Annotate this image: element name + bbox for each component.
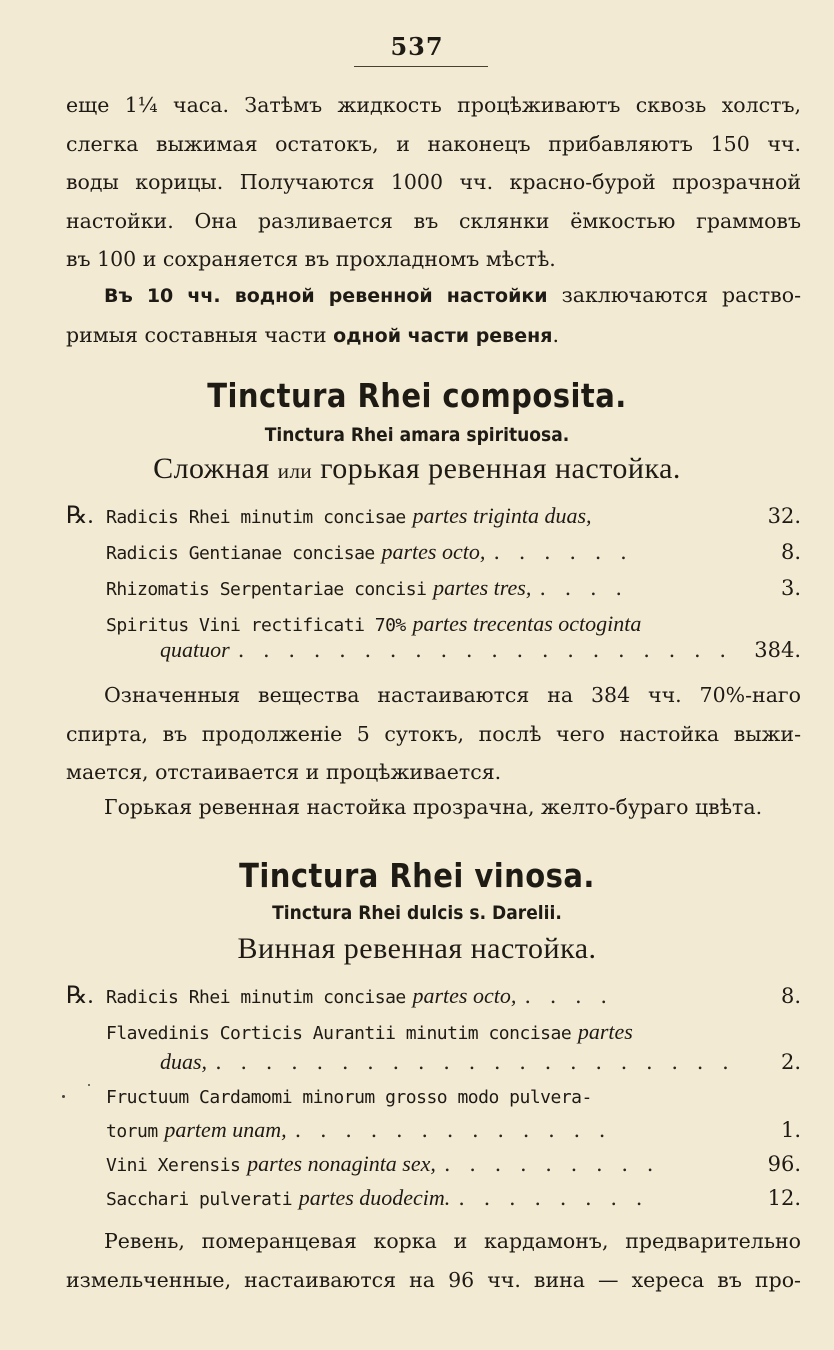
recipe-row [66, 1180, 801, 1216]
text-span: римыя составныя части [66, 322, 334, 347]
text-line: еще 1¼ часа. Затѣмъ жидкость процѣживаютъ сквозь холстъ, [66, 93, 801, 117]
section-subtitle: Tinctura Rhei dulcis s. Darelii. [272, 902, 562, 924]
quantity: partes tres, [433, 575, 532, 600]
section-subtitle: Tinctura Rhei amara spirituosa. [264, 424, 570, 446]
recipe-row [66, 1044, 801, 1080]
quantity: quatuor [160, 637, 230, 662]
text-line: въ 100 и сохраняется въ прохладномъ мѣстѣ. [66, 247, 556, 271]
recipe-symbol: ℞. [66, 983, 94, 1009]
title-part: Сложная [153, 452, 270, 485]
quantity: partes octo, [381, 539, 486, 564]
amount: 12. [767, 1186, 801, 1210]
text-line [66, 316, 801, 356]
ingredient: Spiritus Vini rectificati 70% [106, 615, 406, 636]
recipe-row [66, 570, 801, 606]
text-line: слегка выжимая остатокъ, и наконецъ прибавляютъ 150 чч. [66, 131, 801, 156]
page-number-rule [354, 66, 488, 67]
text-line [66, 276, 801, 316]
amount: 32. [767, 504, 801, 528]
amount: 96. [767, 1152, 801, 1176]
text-span: . [552, 322, 559, 347]
ingredient: torum [106, 1121, 158, 1142]
recipe-row [66, 498, 801, 534]
text-span: заключаются раство- [547, 283, 801, 307]
ingredient: Radicis Rhei minutim concisae [106, 507, 406, 528]
title-part: или [277, 459, 313, 483]
section-title: Tinctura Rhei composita. [207, 376, 627, 415]
amount: 3. [780, 576, 801, 600]
quantity: duas, [160, 1049, 208, 1074]
ingredient: Fructuum Cardamomi minorum grosso modo pulvera- [106, 1087, 592, 1108]
text-line: настойки. Она разливается въ склянки ёмкостью граммовъ [66, 208, 801, 233]
preparation-paragraph [66, 1222, 801, 1299]
text-line: воды корицы. Получаются 1000 чч. красно-бурой прозрачной [66, 170, 801, 194]
ingredient: Vini Xerensis [106, 1155, 241, 1176]
recipe-row [66, 534, 801, 570]
ingredient: Rhizomatis Serpentariae concisi [106, 579, 427, 600]
text-line: измельченные, настаиваются на 96 чч. вина — хереса въ про- [66, 1267, 801, 1292]
leader-dots: . . . . [524, 984, 614, 1008]
amount: 2. [780, 1050, 801, 1074]
amount: 8. [780, 540, 801, 564]
ingredient: Radicis Rhei minutim concisae [106, 987, 406, 1008]
ingredient: Flavedinis Corticis Aurantii minutim concisae [106, 1023, 572, 1044]
recipe-row [66, 1146, 801, 1182]
text-line: Горькая ревенная настойка прозрачна, желто-бураго цвѣта. [104, 795, 763, 819]
quantity: partes [577, 1019, 633, 1044]
recipe-row [66, 1112, 801, 1148]
paper-speck [88, 1084, 90, 1086]
title-part: горькая ревенная настойка. [320, 452, 681, 485]
quantity: partes duodecim. [298, 1185, 451, 1210]
ingredient: Sacchari pulverati [106, 1189, 293, 1210]
bold-phrase: Въ 10 чч. водной ревенной настойки [104, 285, 548, 307]
page-number: 537 [390, 32, 444, 61]
leader-dots: . . . . [539, 576, 629, 600]
recipe-row [66, 978, 801, 1014]
quantity: partes octo, [412, 983, 517, 1008]
leader-dots: . . . . . . . . [458, 1186, 649, 1210]
amount: 384. [754, 638, 801, 662]
quantity: partem unam, [164, 1117, 287, 1142]
text-line: мается, отстаивается и процѣживается. [66, 760, 502, 784]
section-russian-title: Винная ревенная настойка. [237, 932, 597, 965]
recipe-row [66, 632, 801, 668]
paper-speck [62, 1095, 65, 1098]
note-paragraph [66, 276, 801, 355]
description-paragraph [66, 788, 801, 827]
quantity: partes trecentas octoginta [412, 611, 642, 636]
intro-paragraph [66, 86, 801, 279]
leader-dots: . . . . . . . . . [443, 1152, 660, 1176]
quantity: partes triginta duas, [412, 503, 592, 528]
leader-dots: . . . . . . . . . . . . . [294, 1118, 612, 1142]
recipe-symbol: ℞. [66, 503, 94, 529]
ingredient: Radicis Gentianae concisae [106, 543, 375, 564]
preparation-paragraph [66, 676, 801, 792]
text-line: Ревень, померанцевая корка и кардамонъ, предварительно [104, 1229, 801, 1253]
amount: 1. [780, 1118, 801, 1142]
bold-phrase: одной части ревеня [333, 324, 553, 347]
section-russian-title [0, 452, 834, 486]
section-title: Tinctura Rhei vinosa. [239, 856, 595, 895]
quantity: partes nonaginta sex, [247, 1151, 436, 1176]
amount: 8. [780, 984, 801, 1008]
leader-dots: . . . . . . . . . . . . . . . . . . . . [237, 638, 733, 662]
text-line: Означенныя вещества настаиваются на 384 чч. 70%-наго [104, 683, 801, 707]
leader-dots: . . . . . . . . . . . . . . . . . . . . . [215, 1050, 735, 1074]
recipe-row [66, 1080, 801, 1116]
leader-dots: . . . . . . [493, 540, 633, 564]
text-line: спирта, въ продолженіе 5 сутокъ, послѣ чего настойка выжи- [66, 721, 801, 746]
